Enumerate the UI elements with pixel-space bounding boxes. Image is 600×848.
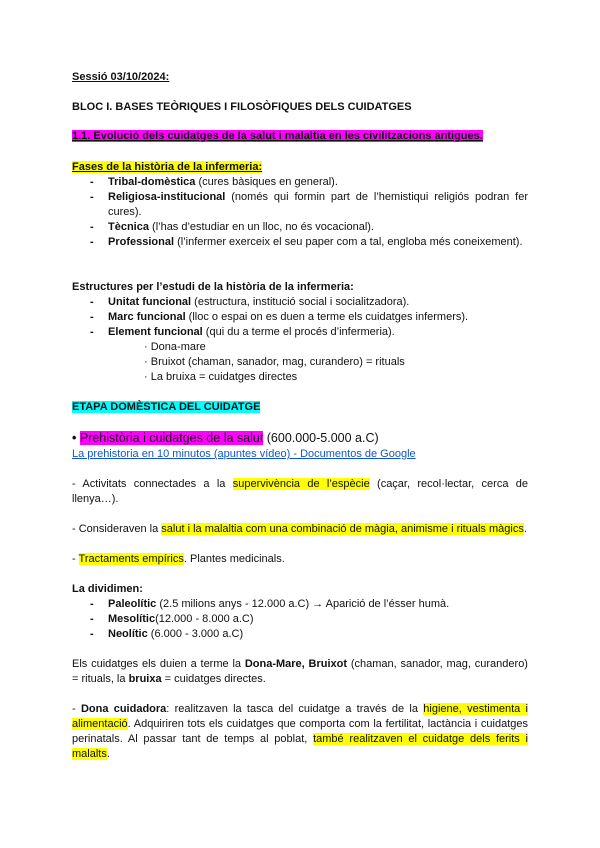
list-item-desc: (lloc o espai on es duen a terme els cuidatges infermers). [185, 311, 469, 323]
list-item [72, 235, 528, 250]
prehistoria-title [72, 430, 528, 447]
list-item-term: Mesolític [108, 613, 156, 625]
sub-list-item: · La bruixa = cuidatges directes [72, 370, 528, 385]
etapa-title [72, 400, 528, 415]
estructures-list [72, 295, 528, 340]
list-item [72, 175, 528, 190]
text-segment: - [72, 703, 81, 715]
text-segment: - Consideraven la [72, 523, 162, 535]
text-segment: . Adquiriren tots els cuidatges que comporta com la fertilitat, lactància i cuidatges perinatals. Al passar tant de temps al poblat, [72, 718, 528, 745]
bloc-title: BLOC I. BASES TEÒRIQUES I FILOSÒFIQUES DELS CUIDATGES [72, 101, 412, 113]
list-item-desc: (només qui formin part de l’hemistiqui religiós podran fer cures). [108, 191, 528, 218]
spacer [72, 250, 528, 280]
sub-list-item: · Bruixot (chaman, sanador, mag, curandero) = rituals [72, 355, 528, 370]
list-item-term: Tribal-domèstica [108, 176, 196, 188]
list-item-desc: (estructura, institució social i socialitzadora). [191, 296, 410, 308]
paragraph-tractaments [72, 552, 528, 567]
text-segment: . [106, 748, 110, 760]
text-segment: - Activitats connectades a la [72, 478, 233, 490]
list-item-desc: (l’infermer exerceix el seu paper com a tal, engloba més coneixement). [174, 236, 523, 248]
prehistoria-title-text: Prehistòria i cuidatges de la salut [79, 431, 264, 445]
list-item-term: Neolític [108, 628, 148, 640]
list-item [72, 310, 528, 325]
text-segment: : realitzaven la tasca del cuidatge a través de la [166, 703, 424, 715]
bold-text: Dona cuidadora [80, 703, 167, 715]
list-item [72, 325, 528, 340]
list-item-desc: (12.000 - 8.000 a.C) [155, 613, 254, 625]
highlight-text: també realitzaven el cuidatge dels ferits i malalts [72, 733, 528, 760]
list-item-term: Tècnica [108, 221, 149, 233]
list-item-desc: (l’has d’estudiar en un lloc, no és vocacional). [148, 221, 374, 233]
text-segment: (chaman, sanador, mag, curandero) = rituals, la [72, 658, 528, 685]
list-item [72, 597, 528, 612]
list-item-term: Professional [108, 236, 175, 248]
bold-text: Dona-Mare, Bruixot [244, 658, 348, 670]
paragraph-salut-malaltia [72, 522, 528, 537]
paragraph-cuidatges [72, 657, 528, 687]
highlight-text: salut i la malaltia com una combinació de màgia, animisme i rituals màgics [161, 523, 524, 535]
divisio-list [72, 597, 528, 642]
estructures-heading: Estructures per l’estudi de la història de la infermeria: [72, 281, 354, 293]
document-content [72, 70, 528, 762]
paragraph-dona-cuidadora [72, 702, 528, 762]
list-item-desc: (qui du a terme el procés d’infermeria). [202, 326, 395, 338]
list-item-desc: (2.5 milions anys - 12.000 a.C) → Aparició de l’ésser humà. [156, 598, 450, 610]
list-item [72, 190, 528, 220]
list-item [72, 627, 528, 642]
sub-list-item: · Dona-mare [72, 340, 528, 355]
bold-text: bruixa [128, 673, 162, 685]
divisio-heading: La dividimen: [72, 583, 143, 595]
prehistoria-dates: (600.000-5.000 a.C) [263, 431, 379, 445]
list-item-desc: (6.000 - 3.000 a.C) [147, 628, 244, 640]
session-title [72, 70, 528, 85]
prehistoria-link-line [72, 447, 528, 462]
list-item-term: Paleolític [108, 598, 157, 610]
section-1-1-text: 1.1. Evolució dels cuidatges de la salut i malaltia en les civilitzacions antigues. [72, 130, 483, 142]
list-item-term: Religiosa-institucional [108, 191, 226, 203]
fases-heading-text: Fases de la història de la infermeria: [72, 161, 263, 173]
highlight-text: supervivència de l’espècie [232, 478, 370, 490]
text-segment: Els cuidatges els duien a terme la [72, 658, 245, 670]
list-item-term: Marc funcional [108, 311, 186, 323]
text-segment: . [523, 523, 527, 535]
session-title-text: Sessió 03/10/2024: [72, 71, 170, 83]
bullet-icon: • [72, 431, 80, 445]
highlight-text: Tractaments empírics [78, 553, 184, 565]
paragraph-supervivencia [72, 477, 528, 507]
fases-heading [72, 160, 528, 175]
etapa-title-text: ETAPA DOMÈSTICA DEL CUIDATGE [72, 401, 261, 413]
text-segment: - [72, 553, 79, 565]
list-item [72, 295, 528, 310]
prehistoria-doc-link[interactable]: La prehistoria en 10 minutos (apuntes vídeo) - Documentos de Google [72, 448, 416, 460]
list-item-term: Element funcional [108, 326, 203, 338]
estructures-sublist [72, 340, 528, 385]
text-segment: (caçar, recol·lectar, cerca de llenya…). [72, 478, 528, 505]
list-item [72, 220, 528, 235]
section-1-1-title [72, 129, 528, 144]
highlight-text: higiene, vestimenta i alimentació [72, 703, 528, 730]
list-item [72, 612, 528, 627]
list-item-term: Unitat funcional [108, 296, 192, 308]
list-item-desc: (cures bàsiques en general). [195, 176, 338, 188]
text-segment: . Plantes medicinals. [183, 553, 285, 565]
fases-list [72, 175, 528, 250]
text-segment: = cuidatges directes. [161, 673, 266, 685]
